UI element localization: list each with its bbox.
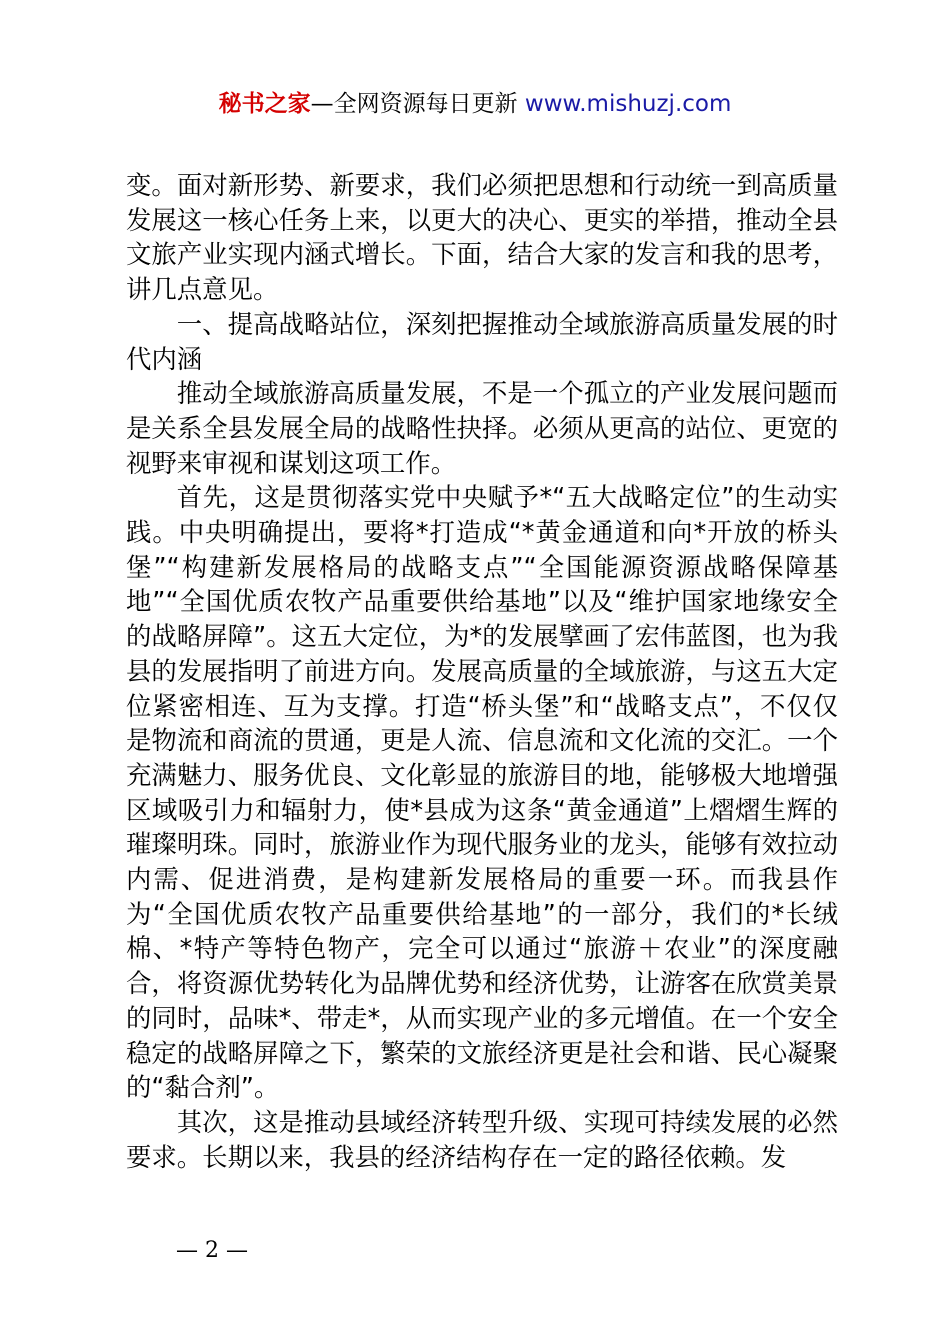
site-brand: 秘书之家 xyxy=(218,91,311,117)
paragraph-overview: 推动全域旅游高质量发展，不是一个孤立的产业发展问题而是关系全县发展全局的战略性抉择。必须从更高的站位、更宽的视野来审视和谋划这项工作。 xyxy=(126,378,838,478)
paragraph-first-point: 首先，这是贯彻落实党中央赋予*“五大战略定位”的生动实践。中央明确提出，要将*打造成“*黄金通道和向*开放的桥头堡”“构建新发展格局的战略支点”“全国能源资源战略保障基地”“全国优质农牧产品重要供给基地”以及“维护国家地缘安全的战略屏障”。这五大定位，为*的发展擘画了宏伟蓝图，也为我县的发展指明了前进方向。发展高质量的全域旅游，与这五大定位紧密相连、互为支撑。打造“桥头堡”和“战略支点”，不仅仅是物流和商流的贯通，更是人流、信息流和文化流的交汇。一个充满魅力、服务优良、文化彰显的旅游目的地，能够极大地增强区域吸引力和辐射力，使*县成为这条“黄金通道”上熠熠生辉的璀璨明珠。同时，旅游业作为现代服务业的龙头，能够有效拉动内需、促进消费，是构建新发展格局的重要一环。而我县作为“全国优质农牧产品重要供给基地”的一部分，我们的*长绒棉、*特产等特色物产，完全可以通过“旅游＋农业”的深度融合，将资源优势转化为品牌优势和经济优势，让游客在欣赏美景的同时，品味*、带走*，从而实现产业的多元增值。在一个安全稳定的战略屏障之下，繁荣的文旅经济更是社会和谐、民心凝聚的“黏合剂”。 xyxy=(126,482,838,1103)
document-body xyxy=(126,168,838,1174)
section-heading-1: 一、提高战略站位，深刻把握推动全域旅游高质量发展的时代内涵 xyxy=(126,308,838,374)
site-tagline: —全网资源每日更新 xyxy=(310,91,525,117)
page-number: — 2 — xyxy=(176,1238,248,1263)
paragraph-second-point: 其次，这是推动县域经济转型升级、实现可持续发展的必然要求。长期以来，我县的经济结构存在一定的路径依赖。发 xyxy=(126,1106,838,1172)
paragraph-continued-intro: 变。面对新形势、新要求，我们必须把思想和行动统一到高质量发展这一核心任务上来，以更大的决心、更实的举措，推动全县文旅产业实现内涵式增长。下面，结合大家的发言和我的思考，讲几点意见。 xyxy=(126,170,838,305)
site-url[interactable]: www.mishuzj.com xyxy=(524,91,732,117)
page-header xyxy=(0,88,950,120)
